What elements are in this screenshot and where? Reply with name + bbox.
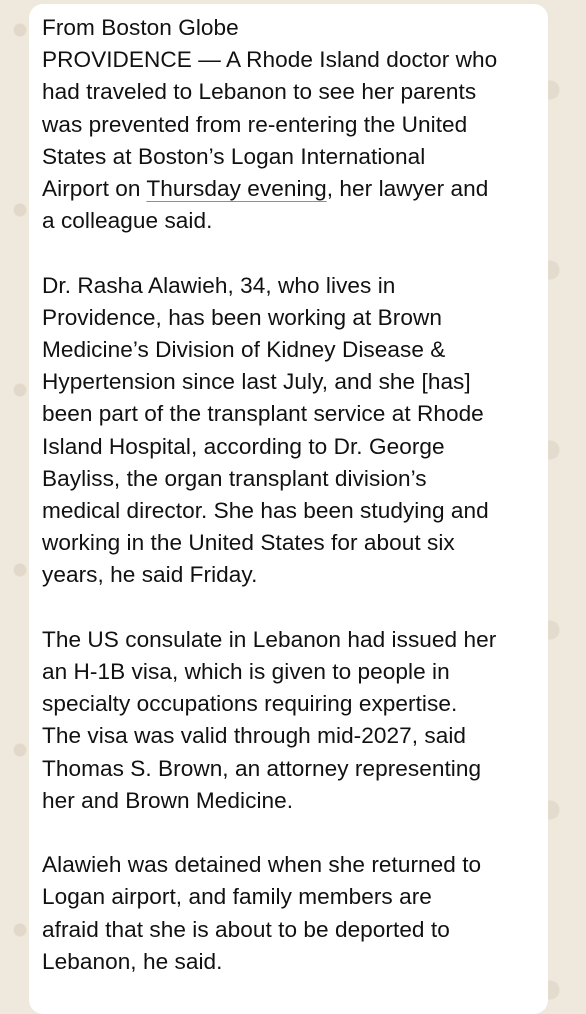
text-line: Dr. Rasha Alawieh, 34, who lives in	[42, 272, 396, 298]
text-line: Bayliss, the organ transplant division’s	[42, 465, 427, 491]
text-line: was prevented from re-entering the United	[42, 111, 468, 137]
text-segment: , her lawyer and	[326, 176, 489, 202]
paragraph-gap	[42, 817, 536, 849]
text-line: PROVIDENCE — A Rhode Island doctor who	[42, 47, 498, 73]
text-line: From Boston Globe	[42, 15, 239, 40]
text-line: afraid that she is about to be deported to	[42, 916, 450, 942]
text-line: Hypertension since last July, and she [has]	[42, 369, 471, 395]
text-line: Thomas S. Brown, an attorney representing	[42, 755, 482, 781]
text-line: a colleague said.	[42, 208, 213, 234]
text-line: Medicine’s Division of Kidney Disease &	[42, 337, 446, 363]
text-line: her and Brown Medicine.	[42, 787, 294, 813]
paragraph-gap	[42, 237, 536, 269]
message-text	[42, 12, 536, 978]
text-line: Providence, has been working at Brown	[42, 304, 442, 330]
text-line	[42, 173, 536, 205]
text-line: Island Hospital, according to Dr. George	[42, 433, 445, 459]
text-line: working in the United States for about six	[42, 530, 455, 556]
paragraph-gap	[42, 592, 536, 624]
text-line: Lebanon, he said.	[42, 948, 223, 974]
paragraph-2	[42, 270, 536, 592]
text-line: Alawieh was detained when she returned to	[42, 852, 482, 878]
text-line: States at Boston’s Logan International	[42, 143, 426, 169]
text-segment: Airport on	[42, 176, 147, 202]
text-line: medical director. She has been studying and	[42, 498, 489, 524]
text-line: been part of the transplant service at Rhode	[42, 401, 484, 427]
text-line: an H-1B visa, which is given to people in	[42, 659, 450, 685]
paragraph-3	[42, 624, 536, 817]
text-line: The US consulate in Lebanon had issued her	[42, 626, 497, 652]
paragraph-1	[42, 12, 536, 237]
text-line: had traveled to Lebanon to see her parents	[42, 79, 477, 105]
date-link[interactable]: Thursday evening	[146, 176, 327, 202]
text-line: years, he said Friday.	[42, 562, 258, 588]
text-line: Logan airport, and family members are	[42, 884, 432, 910]
paragraph-4	[42, 849, 536, 978]
text-line: specialty occupations requiring expertise.	[42, 691, 458, 717]
text-line: The visa was valid through mid-2027, said	[42, 723, 467, 749]
message-bubble[interactable]	[29, 4, 548, 1014]
